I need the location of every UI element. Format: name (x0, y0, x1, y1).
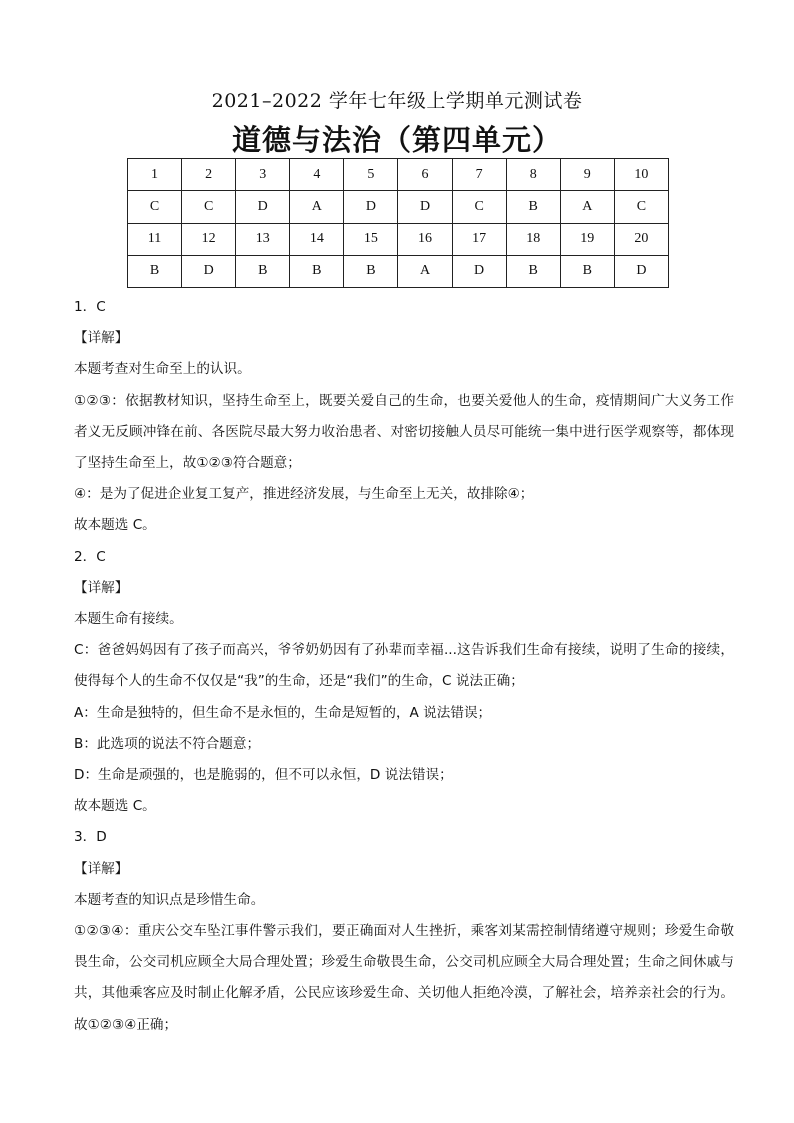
answer-cell: C (182, 191, 236, 223)
explanation-line: D：生命是顽强的，也是脆弱的，但不可以永恒，D 说法错误； (74, 767, 453, 784)
question-number-cell: 6 (398, 159, 452, 191)
question-number-cell: 10 (614, 159, 668, 191)
question-number-cell: 9 (560, 159, 614, 191)
question-number-cell: 14 (290, 223, 344, 255)
answer-cell: D (182, 255, 236, 287)
answer-cell: D (344, 191, 398, 223)
answer-cell: C (614, 191, 668, 223)
question-number: 2．C (74, 548, 106, 565)
explanation-paragraph: C：爸爸妈妈因有了孩子而高兴，爷爷奶奶因有了孙辈而幸福...这告诉我们生命有接续，说明了生命的接续，使得每个人的生命不仅仅是“我”的生命，还是“我们”的生命，C 说法正确； (74, 642, 734, 690)
question-number-cell: 12 (182, 223, 236, 255)
subject-title: 道德与法治（第四单元） (231, 123, 562, 157)
answer-cell: A (398, 255, 452, 287)
explanation-line: 本题考查的知识点是珍惜生命。 (74, 891, 265, 908)
answer-cell: B (236, 255, 290, 287)
answer-cell: B (344, 255, 398, 287)
exam-title: 2021–2022 学年七年级上学期单元测试卷 (211, 90, 583, 112)
question-number: 3．D (74, 829, 107, 846)
explanation-line: 故本题选 C。 (74, 517, 156, 534)
answer-cell: D (614, 255, 668, 287)
explanation-line: 故本题选 C。 (74, 798, 156, 815)
detail-label: 【详解】 (74, 330, 129, 347)
explanation-paragraph: ①②③④：重庆公交车坠江事件警示我们，要正确面对人生挫折，乘客刘某需控制情绪遵守规则；珍爱生命敬畏生命，公交司机应顾全大局合理处置；珍爱生命敬畏生命，公交司机应顾全大局合理处置；生命之间休戚与共，其他乘客应及时制止化解矛盾，公民应该珍爱生命、关切他人拒绝冷漠，了解社会，培养亲社会的行为。故①②③④正确； (74, 923, 734, 1033)
detail-label: 【详解】 (74, 579, 129, 596)
question-number-cell: 5 (344, 159, 398, 191)
question-number-cell: 3 (236, 159, 290, 191)
question-number: 1．C (74, 299, 106, 315)
explanation-line: ④：是为了促进企业复工复产，推进经济发展，与生命至上无关，故排除④； (74, 486, 534, 503)
answer-table (127, 158, 669, 288)
question-number-cell: 4 (290, 159, 344, 191)
question-number-cell: 20 (614, 223, 668, 255)
answer-cell: D (398, 191, 452, 223)
question-number-cell: 1 (128, 159, 182, 191)
answer-cell: D (452, 255, 506, 287)
question-number-row (128, 159, 669, 191)
answer-row (128, 191, 669, 223)
answer-cell: B (128, 255, 182, 287)
question-number-cell: 16 (398, 223, 452, 255)
explanation-paragraph: ①②③：依据教材知识，坚持生命至上，既要关爱自己的生命，也要关爱他人的生命，疫情期间广大义务工作者义无反顾冲锋在前、各医院尽最大努力收治患者、对密切接触人员尽可能统一集中进行医学观察等，都体现了坚持生命至上，故①②③符合题意； (74, 392, 734, 472)
explanations (74, 292, 734, 1041)
answer-cell: C (452, 191, 506, 223)
question-number-cell: 17 (452, 223, 506, 255)
question-number-cell: 18 (506, 223, 560, 255)
answer-row (128, 255, 669, 287)
answer-cell: B (506, 191, 560, 223)
question-number-cell: 13 (236, 223, 290, 255)
answer-cell: B (290, 255, 344, 287)
question-number-row (128, 223, 669, 255)
answer-cell: B (506, 255, 560, 287)
question-number-cell: 15 (344, 223, 398, 255)
answer-cell: D (236, 191, 290, 223)
answer-cell: C (128, 191, 182, 223)
question-number-cell: 8 (506, 159, 560, 191)
question-number-cell: 11 (128, 223, 182, 255)
answer-cell: A (290, 191, 344, 223)
explanation-line: 本题考查对生命至上的认识。 (74, 361, 251, 378)
question-number-cell: 2 (182, 159, 236, 191)
question-number-cell: 7 (452, 159, 506, 191)
explanation-line: 本题生命有接续。 (74, 611, 183, 628)
detail-label: 【详解】 (74, 860, 129, 877)
answer-cell: A (560, 191, 614, 223)
explanation-line: A：生命是独特的，但生命不是永恒的，生命是短暂的，A 说法错误； (74, 704, 492, 721)
explanation-line: B：此选项的说法不符合题意； (74, 735, 261, 752)
answer-cell: B (560, 255, 614, 287)
question-number-cell: 19 (560, 223, 614, 255)
